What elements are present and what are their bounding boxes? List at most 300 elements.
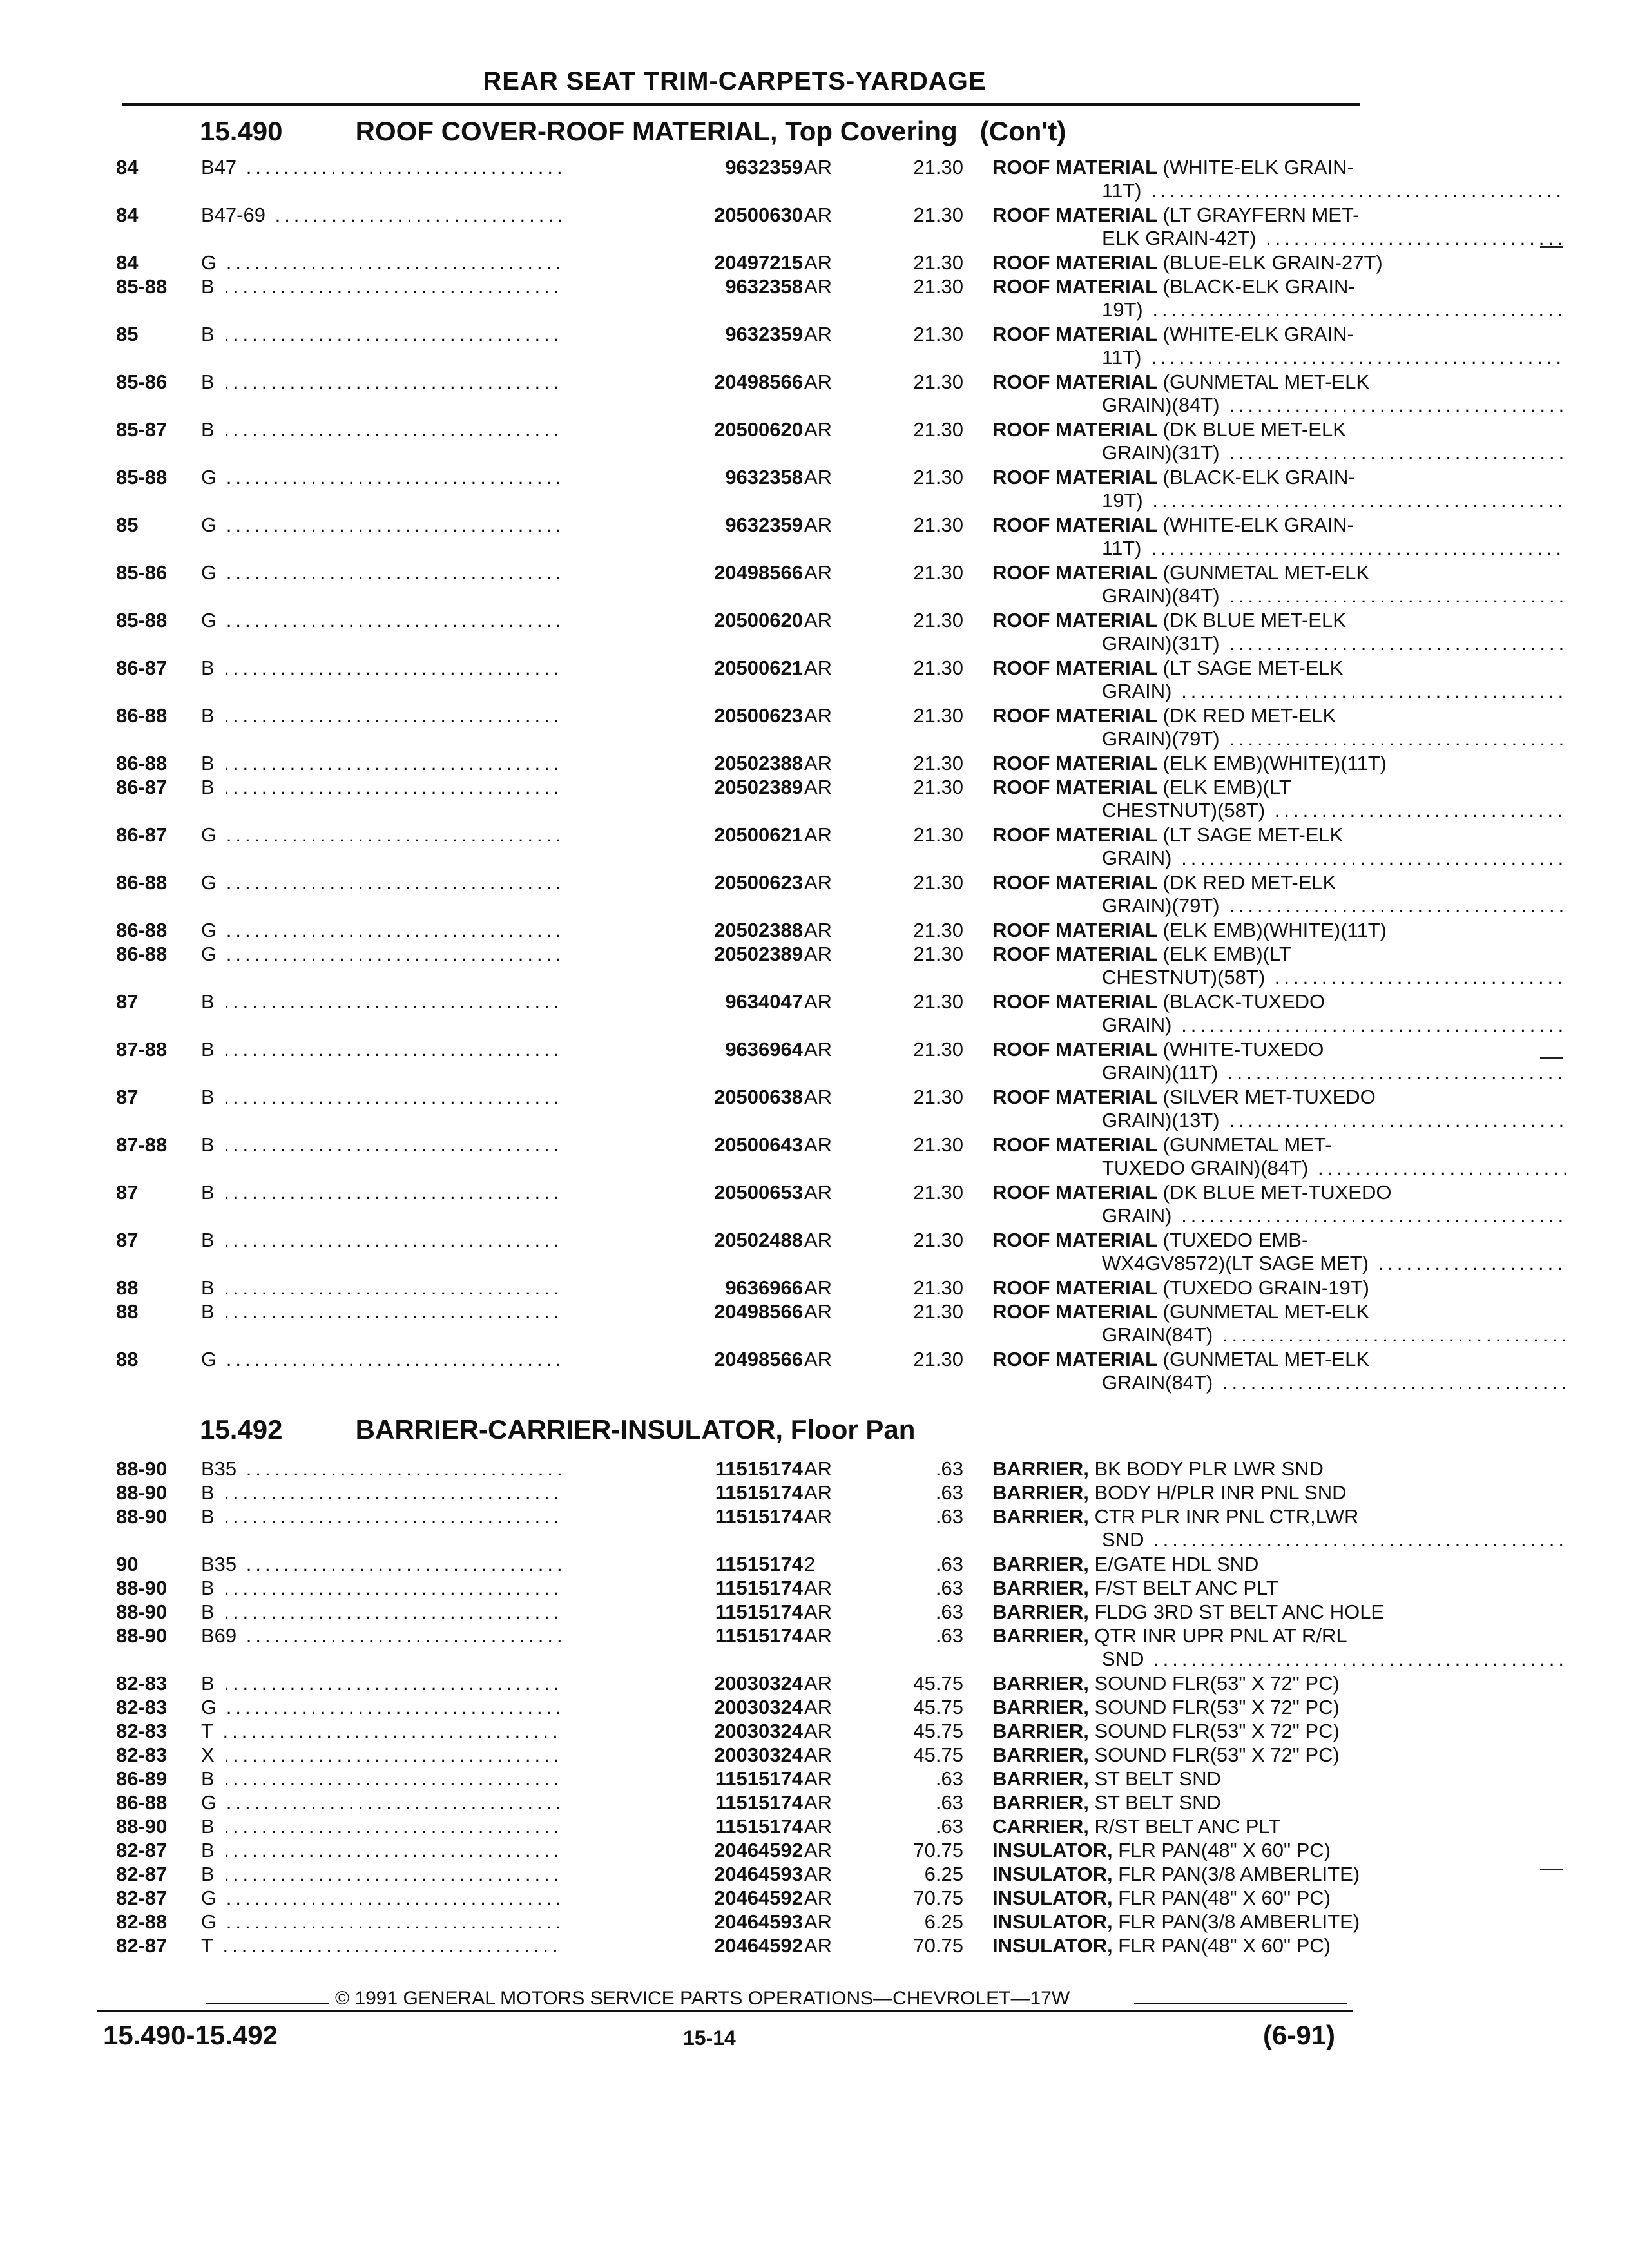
- part-number: 20030324: [561, 1672, 803, 1695]
- part-spec-continued: 11T) .....: [1102, 346, 1566, 369]
- part-number: 20498566: [561, 370, 803, 394]
- part-name: ROOF MATERIAL: [992, 1038, 1158, 1061]
- model-years: 84: [116, 156, 139, 178]
- part-name: BARRIER,: [992, 1457, 1089, 1480]
- part-spec: (BLACK-TUXEDO: [1162, 990, 1325, 1013]
- part-description: [992, 1887, 1579, 1910]
- part-spec: (DK BLUE MET-ELK: [1162, 418, 1346, 441]
- part-number: 20500620: [561, 418, 803, 441]
- body-code: B .....: [201, 1577, 665, 1600]
- body-code: B .....: [201, 1767, 665, 1791]
- quantity: AR: [804, 919, 833, 941]
- quantity: AR: [804, 1887, 833, 1909]
- quantity: AR: [804, 1767, 833, 1790]
- part-spec: (BLUE-ELK GRAIN-27T): [1162, 251, 1383, 274]
- part-spec: (DK BLUE MET-TUXEDO: [1162, 1181, 1392, 1204]
- part-spec: (DK BLUE MET-ELK: [1162, 609, 1346, 631]
- section-title: ROOF COVER-ROOF MATERIAL, Top Covering: [355, 116, 958, 146]
- part-name: ROOF MATERIAL: [992, 251, 1158, 274]
- part-name: ROOF MATERIAL: [992, 514, 1158, 536]
- part-name: BARRIER,: [992, 1600, 1089, 1623]
- price: 21.30: [913, 1229, 963, 1251]
- part-name: BARRIER,: [992, 1481, 1089, 1504]
- part-description: [992, 1696, 1579, 1719]
- model-years: 88-90: [116, 1505, 168, 1528]
- part-description: [992, 1934, 1579, 1957]
- part-description: [992, 1229, 1579, 1274]
- body-code: B .....: [201, 1600, 665, 1624]
- part-name: BARRIER,: [992, 1744, 1089, 1766]
- part-description: [992, 1133, 1579, 1179]
- part-description: [992, 1276, 1579, 1300]
- part-spec: R/ST BELT ANC PLT: [1094, 1815, 1281, 1838]
- body-code: X .....: [201, 1744, 665, 1767]
- part-spec-continued: GRAIN) .....: [1102, 1014, 1566, 1037]
- part-name: BARRIER,: [992, 1767, 1089, 1790]
- part-number: 20500623: [561, 704, 803, 727]
- body-code: G .....: [201, 919, 665, 942]
- section-title: BARRIER-CARRIER-INSULATOR, Floor Pan: [355, 1414, 916, 1445]
- part-description: [992, 1181, 1579, 1227]
- price: 21.30: [913, 609, 963, 631]
- part-spec-continued: 11T) .....: [1102, 537, 1566, 560]
- price: .63: [935, 1600, 963, 1623]
- model-years: 85-88: [116, 609, 168, 631]
- model-years: 82-83: [116, 1672, 168, 1695]
- part-name: ROOF MATERIAL: [992, 156, 1158, 178]
- model-years: 85-86: [116, 370, 168, 393]
- part-description: [992, 1767, 1579, 1791]
- quantity: AR: [804, 1600, 833, 1623]
- price: .63: [935, 1624, 963, 1647]
- part-number: 9636966: [561, 1276, 803, 1300]
- part-name: ROOF MATERIAL: [992, 418, 1158, 441]
- part-description: [992, 1481, 1579, 1504]
- part-name: INSULATOR,: [992, 1863, 1113, 1885]
- part-name: ROOF MATERIAL: [992, 990, 1158, 1013]
- price: 70.75: [913, 1887, 963, 1909]
- model-years: 86-88: [116, 919, 168, 941]
- part-description: [992, 776, 1579, 822]
- quantity: AR: [804, 204, 833, 226]
- body-code: B .....: [201, 752, 665, 775]
- price: .63: [935, 1767, 963, 1790]
- body-code: G .....: [201, 871, 665, 894]
- part-spec-continued: 19T) .....: [1102, 489, 1566, 512]
- part-name: ROOF MATERIAL: [992, 657, 1158, 679]
- part-description: [992, 609, 1579, 655]
- part-spec: (ELK EMB)(LT: [1162, 776, 1291, 798]
- part-name: ROOF MATERIAL: [992, 752, 1158, 774]
- part-spec: QTR INR UPR PNL AT R/RL: [1094, 1624, 1347, 1647]
- part-spec-continued: GRAIN)(11T) .....: [1102, 1061, 1566, 1084]
- footer-rule: [206, 2003, 329, 2004]
- part-description: [992, 1815, 1579, 1838]
- model-years: 87-88: [116, 1133, 168, 1156]
- part-name: ROOF MATERIAL: [992, 466, 1158, 488]
- part-description: [992, 919, 1579, 942]
- model-years: 84: [116, 204, 139, 226]
- part-description: [992, 418, 1579, 464]
- body-code: B69 .....: [201, 1624, 665, 1648]
- part-spec-continued: GRAIN) .....: [1102, 1204, 1566, 1227]
- part-spec-continued: 19T) .....: [1102, 298, 1566, 322]
- part-number: 11515174: [561, 1505, 803, 1528]
- part-spec-continued: GRAIN)(84T) .....: [1102, 394, 1566, 417]
- price: 21.30: [913, 1086, 963, 1108]
- quantity: AR: [804, 1348, 833, 1370]
- price: 21.30: [913, 704, 963, 727]
- price: .63: [935, 1577, 963, 1599]
- quantity: AR: [804, 561, 833, 584]
- quantity: AR: [804, 1839, 833, 1861]
- part-description: [992, 1553, 1579, 1576]
- part-number: 9636964: [561, 1038, 803, 1061]
- price: .63: [935, 1481, 963, 1504]
- model-years: 86-88: [116, 871, 168, 894]
- body-code: B .....: [201, 418, 665, 441]
- body-code: B35 .....: [201, 1553, 665, 1576]
- quantity: AR: [804, 251, 833, 274]
- part-spec: FLR PAN(48" X 60" PC): [1118, 1839, 1331, 1861]
- body-code: G .....: [201, 943, 665, 966]
- part-name: ROOF MATERIAL: [992, 609, 1158, 631]
- part-name: ROOF MATERIAL: [992, 943, 1158, 965]
- part-description: [992, 1720, 1579, 1743]
- body-code: G .....: [201, 609, 665, 632]
- model-years: 86-88: [116, 1791, 168, 1814]
- model-years: 90: [116, 1553, 139, 1575]
- price: 21.30: [913, 1038, 963, 1061]
- body-code: B .....: [201, 370, 665, 394]
- part-spec: (ELK EMB)(LT: [1162, 943, 1291, 965]
- part-spec: (SILVER MET-TUXEDO: [1162, 1086, 1376, 1108]
- price: 21.30: [913, 752, 963, 774]
- part-name: ROOF MATERIAL: [992, 1348, 1158, 1370]
- part-spec: (LT SAGE MET-ELK: [1162, 823, 1344, 846]
- part-name: ROOF MATERIAL: [992, 561, 1158, 584]
- body-code: B .....: [201, 1863, 665, 1886]
- part-description: [992, 990, 1579, 1036]
- part-spec: CTR PLR INR PNL CTR,LWR: [1094, 1505, 1359, 1528]
- part-number: 20464592: [561, 1887, 803, 1910]
- part-spec: (GUNMETAL MET-: [1162, 1133, 1332, 1156]
- part-spec-continued: ELK GRAIN-42T) .....: [1102, 227, 1566, 250]
- model-years: 82-83: [116, 1696, 168, 1718]
- quantity: AR: [804, 1910, 833, 1933]
- body-code: B .....: [201, 323, 665, 346]
- footer-rule: [1134, 2003, 1347, 2004]
- model-years: 82-88: [116, 1910, 168, 1933]
- body-code: B .....: [201, 1300, 665, 1323]
- body-code: G .....: [201, 1348, 665, 1371]
- part-spec: (WHITE-ELK GRAIN-: [1162, 323, 1354, 345]
- price: 45.75: [913, 1744, 963, 1766]
- body-code: B .....: [201, 275, 665, 298]
- part-spec-continued: WX4GV8572)(LT SAGE MET) .....: [1102, 1252, 1566, 1275]
- part-description: [992, 752, 1579, 775]
- model-years: 88-90: [116, 1815, 168, 1838]
- part-spec: (WHITE-ELK GRAIN-: [1162, 156, 1354, 178]
- quantity: AR: [804, 1457, 833, 1480]
- part-spec-continued: 11T) .....: [1102, 179, 1566, 202]
- price: 21.30: [913, 1276, 963, 1299]
- part-description: [992, 561, 1579, 607]
- part-spec-continued: SND .....: [1102, 1648, 1566, 1671]
- part-description: [992, 370, 1579, 416]
- part-description: [992, 1505, 1579, 1551]
- model-years: 86-88: [116, 752, 168, 774]
- quantity: AR: [804, 1229, 833, 1251]
- margin-mark: [1540, 246, 1563, 248]
- part-name: ROOF MATERIAL: [992, 823, 1158, 846]
- part-number: 20500638: [561, 1086, 803, 1109]
- part-description: [992, 1577, 1579, 1600]
- part-description: [992, 1600, 1579, 1624]
- price: 21.30: [913, 466, 963, 488]
- body-code: B .....: [201, 990, 665, 1014]
- part-spec: (WHITE-ELK GRAIN-: [1162, 514, 1354, 536]
- part-spec: BODY H/PLR INR PNL SND: [1094, 1481, 1347, 1504]
- body-code: B .....: [201, 1229, 665, 1252]
- part-spec-continued: GRAIN(84T) .....: [1102, 1323, 1566, 1347]
- body-code: B47-69 .....: [201, 204, 665, 227]
- model-years: 88-90: [116, 1481, 168, 1504]
- part-name: BARRIER,: [992, 1720, 1089, 1742]
- part-spec-continued: SND .....: [1102, 1528, 1566, 1552]
- part-number: 20497215: [561, 251, 803, 274]
- part-number: 20500621: [561, 657, 803, 680]
- part-spec: BK BODY PLR LWR SND: [1094, 1457, 1324, 1480]
- part-name: BARRIER,: [992, 1696, 1089, 1718]
- model-years: 88: [116, 1348, 139, 1370]
- quantity: AR: [804, 1863, 833, 1885]
- price: 70.75: [913, 1934, 963, 1957]
- copyright-text: © 1991 GENERAL MOTORS SERVICE PARTS OPERATIONS—CHEVROLET—17W: [335, 1988, 1070, 2009]
- part-name: BARRIER,: [992, 1553, 1089, 1575]
- quantity: AR: [804, 943, 833, 965]
- part-name: BARRIER,: [992, 1624, 1089, 1647]
- part-spec: (ELK EMB)(WHITE)(11T): [1162, 752, 1387, 774]
- quantity: AR: [804, 1276, 833, 1299]
- model-years: 86-88: [116, 704, 168, 727]
- part-spec-continued: GRAIN) .....: [1102, 847, 1566, 870]
- part-description: [992, 251, 1579, 274]
- quantity: AR: [804, 657, 833, 679]
- price: 21.30: [913, 1133, 963, 1156]
- model-years: 88: [116, 1300, 139, 1323]
- price: 6.25: [924, 1863, 963, 1885]
- part-spec-continued: TUXEDO GRAIN)(84T) .....: [1102, 1157, 1566, 1180]
- part-number: 11515174: [561, 1791, 803, 1814]
- quantity: AR: [804, 1505, 833, 1528]
- part-spec: (TUXEDO EMB-: [1162, 1229, 1309, 1251]
- part-number: 20502388: [561, 919, 803, 942]
- part-description: [992, 1457, 1579, 1481]
- part-name: INSULATOR,: [992, 1887, 1113, 1909]
- part-name: BARRIER,: [992, 1505, 1089, 1528]
- model-years: 86-87: [116, 657, 168, 679]
- part-number: 11515174: [561, 1481, 803, 1504]
- part-number: 20500623: [561, 871, 803, 894]
- quantity: AR: [804, 1744, 833, 1766]
- price: 45.75: [913, 1720, 963, 1742]
- price: .63: [935, 1553, 963, 1575]
- part-spec-continued: GRAIN)(31T) .....: [1102, 632, 1566, 655]
- body-code: B .....: [201, 1086, 665, 1109]
- model-years: 84: [116, 251, 139, 274]
- part-number: 11515174: [561, 1624, 803, 1648]
- body-code: G .....: [201, 1791, 665, 1814]
- body-code: B .....: [201, 1276, 665, 1300]
- part-number: 20030324: [561, 1720, 803, 1743]
- part-spec: (LT GRAYFERN MET-: [1162, 204, 1360, 226]
- part-name: ROOF MATERIAL: [992, 776, 1158, 798]
- part-spec: (GUNMETAL MET-ELK: [1162, 1348, 1370, 1370]
- price: 21.30: [913, 776, 963, 798]
- body-code: B .....: [201, 1481, 665, 1504]
- part-number: 11515174: [561, 1457, 803, 1481]
- price: 21.30: [913, 1348, 963, 1370]
- part-description: [992, 1791, 1579, 1814]
- part-name: BARRIER,: [992, 1791, 1089, 1814]
- part-name: ROOF MATERIAL: [992, 370, 1158, 393]
- part-number: 11515174: [561, 1577, 803, 1600]
- model-years: 85: [116, 323, 139, 345]
- part-number: 20500653: [561, 1181, 803, 1204]
- part-spec: (LT SAGE MET-ELK: [1162, 657, 1344, 679]
- section-number: 15.492: [200, 1414, 283, 1445]
- price: 21.30: [913, 871, 963, 894]
- part-spec: E/GATE HDL SND: [1094, 1553, 1259, 1575]
- quantity: AR: [804, 1577, 833, 1599]
- part-spec-continued: GRAIN)(79T) .....: [1102, 727, 1566, 751]
- body-code: B47 .....: [201, 156, 665, 179]
- quantity: AR: [804, 514, 833, 536]
- price: .63: [935, 1457, 963, 1480]
- part-description: [992, 943, 1579, 988]
- quantity: AR: [804, 156, 833, 178]
- price: 21.30: [913, 418, 963, 441]
- part-description: [992, 514, 1579, 559]
- part-spec-continued: GRAIN)(84T) .....: [1102, 584, 1566, 608]
- part-number: 20502389: [561, 943, 803, 966]
- price: 21.30: [913, 323, 963, 345]
- body-code: B .....: [201, 1672, 665, 1695]
- body-code: G .....: [201, 1910, 665, 1934]
- part-spec-continued: GRAIN)(79T) .....: [1102, 894, 1566, 918]
- part-description: [992, 204, 1579, 249]
- part-spec: FLDG 3RD ST BELT ANC HOLE: [1094, 1600, 1385, 1623]
- price: 21.30: [913, 156, 963, 178]
- part-number: 11515174: [561, 1815, 803, 1838]
- part-number: 20464593: [561, 1910, 803, 1934]
- part-number: 9632359: [561, 323, 803, 346]
- model-years: 87: [116, 1086, 139, 1108]
- part-number: 9634047: [561, 990, 803, 1014]
- part-spec: (DK RED MET-ELK: [1162, 871, 1336, 894]
- part-number: 20500630: [561, 204, 803, 227]
- part-description: [992, 1038, 1579, 1084]
- part-name: ROOF MATERIAL: [992, 323, 1158, 345]
- quantity: AR: [804, 1086, 833, 1108]
- section-header-barrier: [200, 1414, 915, 1445]
- margin-mark: [1540, 1057, 1563, 1059]
- part-spec: (GUNMETAL MET-ELK: [1162, 1300, 1370, 1323]
- price: .63: [935, 1791, 963, 1814]
- quantity: AR: [804, 752, 833, 774]
- part-description: [992, 1672, 1579, 1695]
- body-code: B .....: [201, 1133, 665, 1157]
- part-number: 20502388: [561, 752, 803, 775]
- part-description: [992, 704, 1579, 750]
- part-description: [992, 823, 1579, 869]
- quantity: AR: [804, 370, 833, 393]
- part-description: [992, 1744, 1579, 1767]
- part-description: [992, 657, 1579, 702]
- part-spec: (ELK EMB)(WHITE)(11T): [1162, 919, 1387, 941]
- quantity: AR: [804, 704, 833, 727]
- price: 21.30: [913, 943, 963, 965]
- price: 21.30: [913, 204, 963, 226]
- model-years: 88-90: [116, 1624, 168, 1647]
- part-spec-continued: CHESTNUT)(58T) .....: [1102, 799, 1566, 822]
- part-number: 20500620: [561, 609, 803, 632]
- model-years: 87-88: [116, 1038, 168, 1061]
- quantity: AR: [804, 1815, 833, 1838]
- quantity: AR: [804, 871, 833, 894]
- price: .63: [935, 1505, 963, 1528]
- revision-date: (6-91): [1263, 2020, 1336, 2050]
- quantity: AR: [804, 323, 833, 345]
- section-range: 15.490-15.492: [103, 2020, 278, 2050]
- quantity: AR: [804, 1791, 833, 1814]
- quantity: AR: [804, 275, 833, 298]
- part-number: 20498566: [561, 1348, 803, 1371]
- model-years: 85-88: [116, 275, 168, 298]
- quantity: AR: [804, 1300, 833, 1323]
- part-name: INSULATOR,: [992, 1910, 1113, 1933]
- footer-rule-full: [97, 2010, 1353, 2012]
- part-name: BARRIER,: [992, 1577, 1089, 1599]
- price: 21.30: [913, 919, 963, 941]
- part-description: [992, 1910, 1579, 1934]
- price: 45.75: [913, 1696, 963, 1718]
- model-years: 87: [116, 1181, 139, 1204]
- price: 21.30: [913, 561, 963, 584]
- part-spec: FLR PAN(3/8 AMBERLITE): [1118, 1863, 1360, 1885]
- part-number: 11515174: [561, 1600, 803, 1624]
- part-description: [992, 275, 1579, 321]
- part-name: ROOF MATERIAL: [992, 1276, 1158, 1299]
- part-spec: (WHITE-TUXEDO: [1162, 1038, 1324, 1061]
- body-code: G .....: [201, 466, 665, 489]
- part-spec-continued: GRAIN)(13T) .....: [1102, 1109, 1566, 1132]
- quantity: AR: [804, 1720, 833, 1742]
- model-years: 82-83: [116, 1720, 168, 1742]
- price: 6.25: [924, 1910, 963, 1933]
- part-number: 20030324: [561, 1696, 803, 1719]
- part-spec: (GUNMETAL MET-ELK: [1162, 561, 1370, 584]
- part-name: ROOF MATERIAL: [992, 704, 1158, 727]
- price: 21.30: [913, 823, 963, 846]
- quantity: AR: [804, 609, 833, 631]
- part-name: ROOF MATERIAL: [992, 1300, 1158, 1323]
- body-code: B .....: [201, 1815, 665, 1838]
- part-spec-continued: GRAIN(84T) .....: [1102, 1371, 1566, 1394]
- body-code: G .....: [201, 1696, 665, 1719]
- part-spec: FLR PAN(48" X 60" PC): [1118, 1934, 1331, 1957]
